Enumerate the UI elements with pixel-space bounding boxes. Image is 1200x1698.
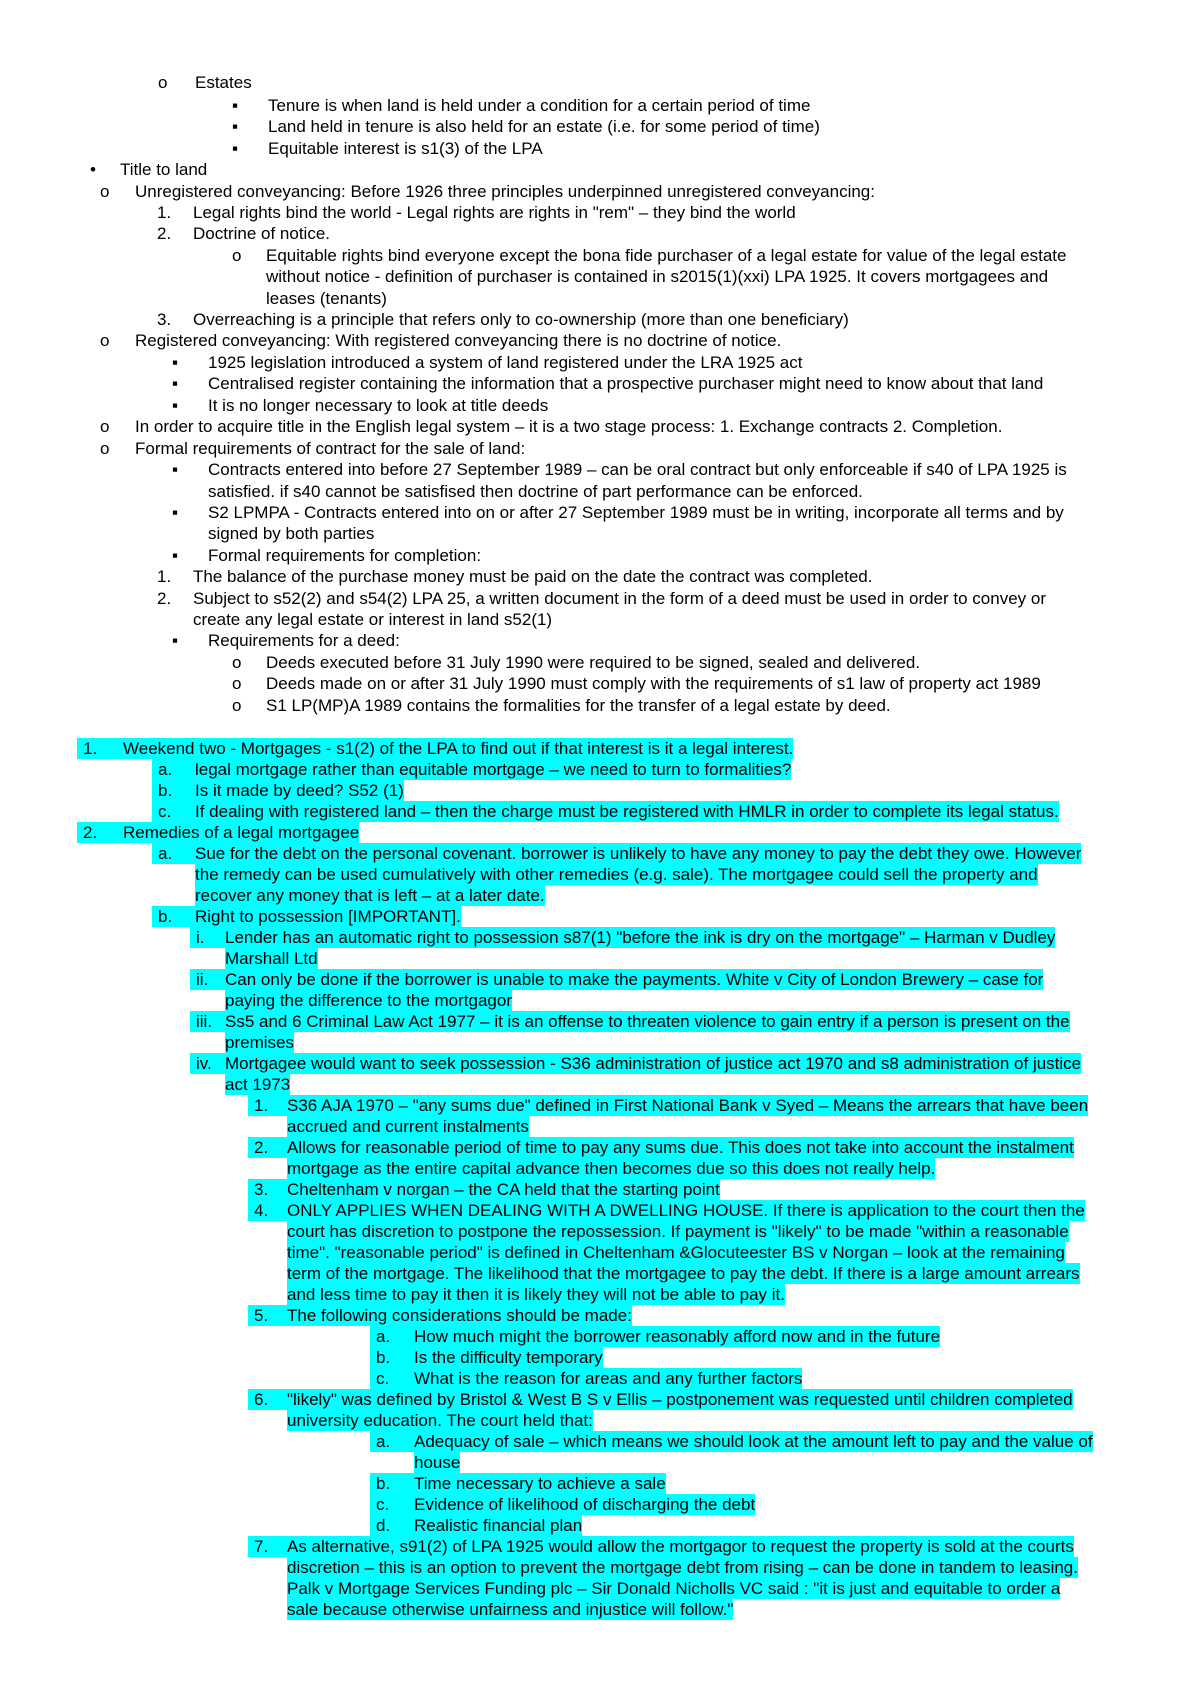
list-marker: i. [190, 927, 225, 948]
list-marker: o [100, 439, 110, 458]
list-item: Lender has an automatic right to possession s87(1) "before the ink is dry on the mortgage" – Harman v Dudley [225, 928, 1056, 947]
list-item: accrued and current instalments [287, 1117, 529, 1136]
list-marker: 5. [248, 1305, 287, 1326]
list-item: It is no longer necessary to look at title deeds [208, 396, 549, 415]
list-marker: a. [152, 759, 195, 780]
list-item: Subject to s52(2) and s54(2) LPA 25, a written document in the form of a deed must be used in order to convey or [193, 589, 1046, 608]
list-marker: ▪ [172, 503, 179, 522]
list-marker: ▪ [172, 396, 179, 415]
list-marker: 4. [248, 1200, 287, 1221]
list-item: legal mortgage rather than equitable mortgage – we need to turn to formalities? [195, 760, 792, 779]
list-item: Centralised register containing the information that a prospective purchaser might need to know about that land [208, 374, 1044, 393]
list-marker: ▪ [232, 96, 239, 115]
list-marker: ▪ [232, 117, 239, 136]
list-item: Registered conveyancing: With registered conveyancing there is no doctrine of notice. [135, 331, 782, 350]
list-item: act 1973 [225, 1075, 291, 1094]
list-item: signed by both parties [208, 524, 375, 543]
list-item: Deeds made on or after 31 July 1990 must comply with the requirements of s1 law of property act 1989 [266, 674, 1041, 693]
list-item: Cheltenham v norgan – the CA held that the starting point [287, 1180, 720, 1199]
list-item: S36 AJA 1970 – "any sums due" defined in First National Bank v Syed – Means the arrears that have been [287, 1096, 1089, 1115]
list-item: Estates [195, 73, 252, 92]
list-item: Marshall Ltd [225, 949, 318, 968]
list-item: Ss5 and 6 Criminal Law Act 1977 – it is an offense to threaten violence to gain entry if a person is present on the [225, 1012, 1070, 1031]
list-item: The following considerations should be made: [287, 1306, 632, 1325]
list-item: leases (tenants) [266, 289, 387, 308]
list-item: Mortgagee would want to seek possession - S36 administration of justice act 1970 and s8 administration of justice [225, 1054, 1082, 1073]
list-item: term of the mortgage. The likelihood that the mortgagee to pay the debt. If there is a large amount arrears [287, 1264, 1080, 1283]
list-item: Equitable interest is s1(3) of the LPA [268, 139, 543, 158]
list-item: Weekend two - Mortgages - s1(2) of the LPA to find out if that interest is it a legal interest. [123, 739, 794, 758]
list-marker: 1. [248, 1095, 287, 1116]
list-item: Unregistered conveyancing: Before 1926 three principles underpinned unregistered conveyancing: [135, 182, 875, 201]
list-marker: ▪ [172, 546, 179, 565]
list-marker: 6. [248, 1389, 287, 1410]
list-marker: o [158, 73, 168, 92]
list-marker: ii. [190, 969, 225, 990]
list-marker: b. [370, 1473, 414, 1494]
list-marker: ▪ [172, 631, 179, 650]
list-marker: 7. [248, 1536, 287, 1557]
list-item: S2 LPMPA - Contracts entered into on or after 27 September 1989 must be in writing, incorporate all terms and by [208, 503, 1064, 522]
list-item: mortgage as the entire capital advance then becomes due so this does not really help. [287, 1159, 936, 1178]
list-item: S1 LP(MP)A 1989 contains the formalities for the transfer of a legal estate by deed. [266, 696, 891, 715]
list-marker: 2. [157, 589, 172, 608]
list-item: create any legal estate or interest in land s52(1) [193, 610, 553, 629]
list-marker: c. [370, 1494, 414, 1515]
list-item: discretion – this is an option to prevent the mortgage debt from rising – can be done in tandem to leasing. [287, 1558, 1078, 1577]
list-item: Right to possession [IMPORTANT]. [195, 907, 461, 926]
list-item: Deeds executed before 31 July 1990 were required to be signed, sealed and delivered. [266, 653, 920, 672]
list-item: the remedy can be used cumulatively with other remedies (e.g. sale). The mortgagee could sell the property and [195, 865, 1038, 884]
list-item: Is it made by deed? S52 (1) [195, 781, 404, 800]
list-marker: iv. [190, 1053, 225, 1074]
list-item: "likely" was defined by Bristol & West B S v Ellis – postponement was requested until children completed [287, 1390, 1073, 1409]
list-marker: d. [370, 1515, 414, 1536]
list-item: How much might the borrower reasonably afford now and in the future [414, 1327, 941, 1346]
list-item: Sue for the debt on the personal covenant. borrower is unlikely to have any money to pay the debt they owe. However [195, 844, 1082, 863]
list-item: Palk v Mortgage Services Funding plc – Sir Donald Nicholls VC said : "it is just and equitable to order a [287, 1579, 1061, 1598]
list-item: Overreaching is a principle that refers only to co-ownership (more than one beneficiary) [193, 310, 849, 329]
list-marker: o [100, 331, 110, 350]
list-item: satisfied. if s40 cannot be satisfised then doctrine of part performance can be enforced. [208, 482, 863, 501]
list-marker: ▪ [172, 460, 179, 479]
list-item: without notice - definition of purchaser is contained in s2015(1)(xxi) LPA 1925. It covers mortgagees and [266, 267, 1049, 286]
list-marker: 1. [77, 738, 123, 759]
list-item: recover any money that is left – at a later date. [195, 886, 545, 905]
list-item: Title to land [120, 160, 208, 179]
list-marker: b. [370, 1347, 414, 1368]
list-item: sale because otherwise unfairness and injustice will follow." [287, 1600, 734, 1619]
list-marker: • [90, 160, 96, 179]
list-marker: a. [370, 1326, 414, 1347]
list-item: Formal requirements for completion: [208, 546, 482, 565]
list-marker: 3. [248, 1179, 287, 1200]
list-item: university education. The court held that: [287, 1411, 593, 1430]
list-item: Allows for reasonable period of time to pay any sums due. This does not take into account the instalment [287, 1138, 1074, 1157]
list-marker: o [232, 674, 242, 693]
list-item: Time necessary to achieve a sale [414, 1474, 666, 1493]
list-item: Legal rights bind the world - Legal rights are rights in "rem" – they bind the world [193, 203, 796, 222]
list-marker: ▪ [172, 353, 179, 372]
list-item: Is the difficulty temporary [414, 1348, 603, 1367]
list-item: time". "reasonable period" is defined in Cheltenham &Glocuteester BS v Norgan – look at the remaining [287, 1243, 1065, 1262]
list-item: ONLY APPLIES WHEN DEALING WITH A DWELLING HOUSE. If there is application to the court then the [287, 1201, 1085, 1220]
list-marker: a. [370, 1431, 414, 1452]
list-item: and less time to pay it then it is likely they will not be able to pay it. [287, 1285, 785, 1304]
list-marker: o [100, 417, 110, 436]
list-item: court has discretion to postpone the repossession. If payment is "likely" to be made "within a reasonable [287, 1222, 1069, 1241]
list-item: Realistic financial plan [414, 1516, 583, 1535]
list-item: In order to acquire title in the English legal system – it is a two stage process: 1. Exchange contracts 2. Completion. [135, 417, 1003, 436]
list-marker: a. [152, 843, 195, 864]
list-marker: 3. [157, 310, 172, 329]
list-marker: iii. [190, 1011, 225, 1032]
list-item: Evidence of likelihood of discharging the debt [414, 1495, 756, 1514]
list-item: As alternative, s91(2) of LPA 1925 would allow the mortgagor to request the property is sold at the courts [287, 1537, 1074, 1556]
list-marker: o [100, 182, 110, 201]
list-marker: ▪ [232, 139, 239, 158]
list-marker: 1. [157, 203, 172, 222]
list-marker: o [232, 696, 242, 715]
list-marker: b. [152, 906, 195, 927]
list-item: Remedies of a legal mortgagee [123, 823, 360, 842]
list-item: Formal requirements of contract for the sale of land: [135, 439, 526, 458]
list-item: Requirements for a deed: [208, 631, 400, 650]
list-marker: c. [370, 1368, 414, 1389]
list-item: Can only be done if the borrower is unable to make the payments. White v City of London Brewery – case for [225, 970, 1044, 989]
list-item: house [414, 1453, 461, 1472]
list-item: Adequacy of sale – which means we should look at the amount left to pay and the value of [414, 1432, 1093, 1451]
list-item: premises [225, 1033, 294, 1052]
list-marker: c. [152, 801, 195, 822]
list-item: Contracts entered into before 27 September 1989 – can be oral contract but only enforceable if s40 of LPA 1925 is [208, 460, 1067, 479]
list-item: Land held in tenure is also held for an estate (i.e. for some period of time) [268, 117, 820, 136]
list-item: The balance of the purchase money must be paid on the date the contract was completed. [193, 567, 873, 586]
list-item: paying the difference to the mortgagor [225, 991, 512, 1010]
list-marker: o [232, 246, 242, 265]
list-item: 1925 legislation introduced a system of land registered under the LRA 1925 act [208, 353, 803, 372]
list-marker: b. [152, 780, 195, 801]
list-item: Equitable rights bind everyone except the bona fide purchaser of a legal estate for value of the legal estate [266, 246, 1067, 265]
list-marker: 2. [77, 822, 123, 843]
list-item: What is the reason for areas and any further factors [414, 1369, 803, 1388]
list-marker: o [232, 653, 242, 672]
list-marker: 2. [157, 224, 172, 243]
list-marker: 2. [248, 1137, 287, 1158]
list-item: Doctrine of notice. [193, 224, 331, 243]
list-item: If dealing with registered land – then the charge must be registered with HMLR in order to complete its legal status. [195, 802, 1059, 821]
list-marker: 1. [157, 567, 172, 586]
list-marker: ▪ [172, 374, 179, 393]
list-item: Tenure is when land is held under a condition for a certain period of time [268, 96, 811, 115]
